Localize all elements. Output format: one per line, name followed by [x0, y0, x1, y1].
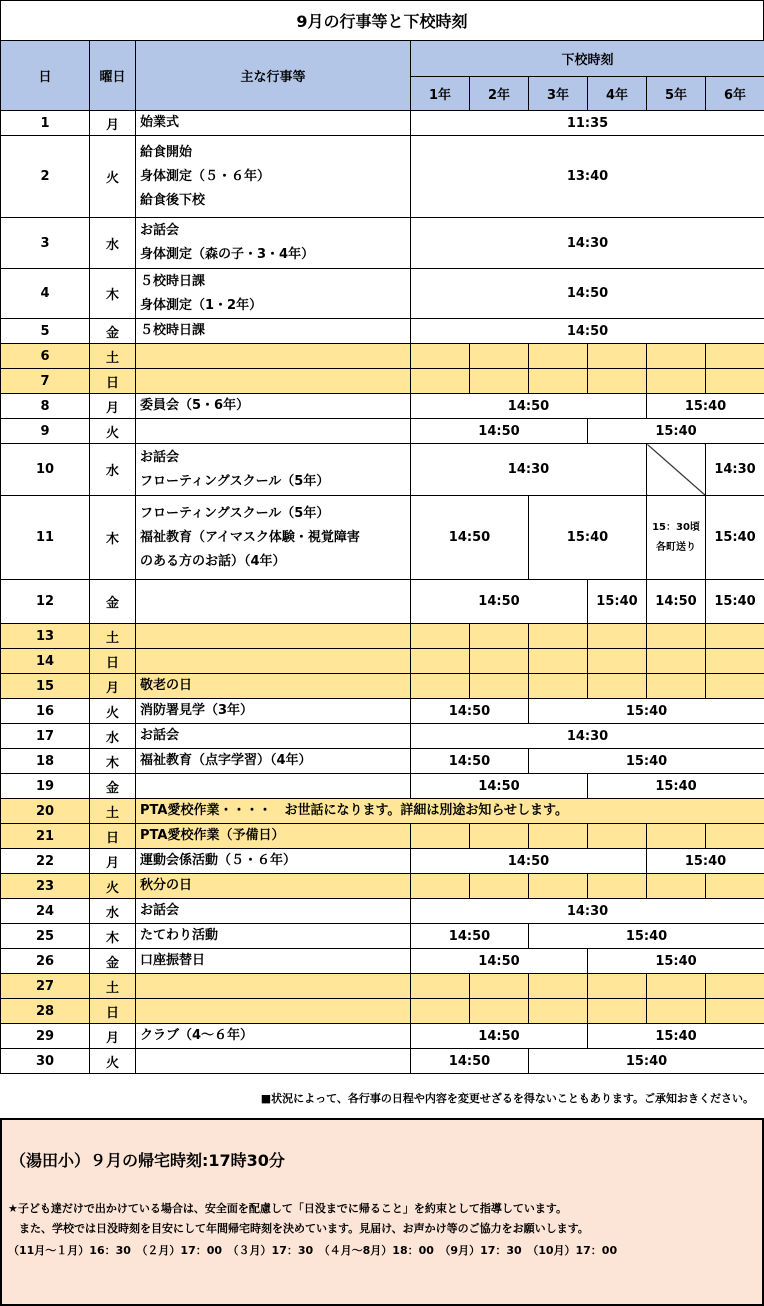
table-row — [1, 444, 764, 496]
weekday-cell: 土 — [90, 624, 136, 649]
time-cell: 14:50 — [411, 949, 588, 974]
events-cell — [136, 749, 411, 774]
time-cell — [529, 624, 588, 649]
time-cell: 15:40 — [588, 419, 764, 444]
time-cell — [470, 674, 529, 699]
time-cell: 14:50 — [411, 774, 588, 799]
header-grade: 1年 — [411, 77, 470, 111]
time-cell — [706, 674, 764, 699]
time-cell — [706, 874, 764, 899]
time-cell: 14:50 — [411, 580, 588, 624]
event-line: 消防署見学（3年） — [140, 703, 254, 718]
day-cell: 15 — [1, 674, 90, 699]
event-line: 口座振替日 — [140, 953, 206, 968]
day-cell: 4 — [1, 269, 90, 319]
day-cell: 7 — [1, 369, 90, 394]
day-cell: 19 — [1, 774, 90, 799]
table-row — [1, 949, 764, 974]
day-cell: 21 — [1, 824, 90, 849]
weekday-cell: 日 — [90, 824, 136, 849]
time-cell — [411, 999, 470, 1024]
event-line: 福祉教育（アイマスク体験・視覚障害 — [140, 529, 360, 545]
event-line: お話会 — [140, 903, 180, 918]
time-note: 15：30頃 — [652, 521, 700, 533]
day-cell: 10 — [1, 444, 90, 496]
events-cell — [136, 874, 411, 899]
time-cell — [647, 496, 706, 580]
time-cell — [706, 344, 764, 369]
weekday-cell: 月 — [90, 674, 136, 699]
events-cell — [136, 949, 411, 974]
time-cell: 14:50 — [411, 319, 764, 344]
day-cell: 13 — [1, 624, 90, 649]
table-row — [1, 136, 764, 218]
events-cell — [136, 974, 411, 999]
weekday-cell: 金 — [90, 319, 136, 344]
time-cell — [588, 999, 647, 1024]
header-grade: 3年 — [529, 77, 588, 111]
time-cell — [647, 674, 706, 699]
page-title: 9月の行事等と下校時刻 — [0, 0, 764, 40]
header-grade: 5年 — [647, 77, 706, 111]
events-cell — [136, 369, 411, 394]
table-row — [1, 344, 764, 369]
time-cell: 14:30 — [411, 218, 764, 269]
time-cell: 15:40 — [706, 580, 764, 624]
day-cell: 2 — [1, 136, 90, 218]
table-row — [1, 874, 764, 899]
time-cell — [470, 999, 529, 1024]
event-line: 給食開始 — [140, 144, 193, 160]
time-cell — [706, 999, 764, 1024]
time-cell — [529, 824, 588, 849]
table-row — [1, 1024, 764, 1049]
weekday-cell: 木 — [90, 924, 136, 949]
event-line: 福祉教育（点字学習）（4年） — [140, 753, 312, 768]
weekday-cell: 日 — [90, 649, 136, 674]
time-cell — [588, 344, 647, 369]
return-time-info — [0, 1118, 764, 1306]
events-cell — [136, 344, 411, 369]
time-cell — [411, 974, 470, 999]
events-cell — [136, 774, 411, 799]
time-cell — [706, 624, 764, 649]
events-cell — [136, 1024, 411, 1049]
events-cell — [136, 496, 411, 580]
time-cell: 14:50 — [411, 394, 647, 419]
weekday-cell: 月 — [90, 1024, 136, 1049]
weekday-cell: 日 — [90, 369, 136, 394]
day-cell: 14 — [1, 649, 90, 674]
event-line: 身体測定（５・６年） — [140, 168, 271, 184]
time-cell — [647, 874, 706, 899]
events-cell — [136, 849, 411, 874]
table-row — [1, 924, 764, 949]
weekday-cell: 月 — [90, 394, 136, 419]
time-cell — [588, 624, 647, 649]
weekday-cell: 水 — [90, 724, 136, 749]
day-cell: 22 — [1, 849, 90, 874]
weekday-cell: 水 — [90, 444, 136, 496]
time-cell — [411, 624, 470, 649]
time-cell — [411, 674, 470, 699]
time-cell — [588, 874, 647, 899]
weekday-cell: 火 — [90, 1049, 136, 1074]
table-row — [1, 749, 764, 774]
time-cell — [647, 974, 706, 999]
time-cell: 14:50 — [411, 496, 529, 580]
info-line: （11月～１月）16：30 （２月）17：00 （３月）17：30 （４月～8月）18：00 （9月）17：30 （10月）17：00 — [8, 1244, 618, 1257]
time-cell: 15:40 — [529, 699, 764, 724]
time-cell — [706, 824, 764, 849]
time-cell — [470, 874, 529, 899]
time-cell — [411, 649, 470, 674]
table-row — [1, 419, 764, 444]
events-cell — [136, 899, 411, 924]
time-cell: 14:50 — [411, 1024, 588, 1049]
time-cell: 15:40 — [647, 849, 764, 874]
events-cell — [136, 699, 411, 724]
time-cell — [588, 369, 647, 394]
day-cell: 29 — [1, 1024, 90, 1049]
event-line: ５校時日課 — [140, 273, 206, 289]
time-cell: 14:30 — [411, 899, 764, 924]
day-cell: 6 — [1, 344, 90, 369]
time-cell: 14:50 — [411, 269, 764, 319]
event-line: 運動会係活動（５・６年） — [140, 853, 297, 868]
day-cell: 30 — [1, 1049, 90, 1074]
table-row — [1, 824, 764, 849]
info-line: ★子ども達だけで出かけている場合は、安全面を配慮して「日没までに帰ること」を約束として指導しています。 — [8, 1202, 567, 1215]
day-cell: 11 — [1, 496, 90, 580]
table-row — [1, 319, 764, 344]
events-cell — [136, 799, 764, 824]
time-cell — [529, 874, 588, 899]
table-row — [1, 369, 764, 394]
schedule-body — [1, 111, 764, 1074]
weekday-cell: 土 — [90, 344, 136, 369]
table-row — [1, 899, 764, 924]
time-cell: 14:30 — [411, 724, 764, 749]
events-cell — [136, 419, 411, 444]
time-cell: 14:30 — [411, 444, 647, 496]
day-cell: 3 — [1, 218, 90, 269]
event-line: 敬老の日 — [140, 678, 193, 693]
time-cell: 14:30 — [706, 444, 764, 496]
time-cell — [588, 674, 647, 699]
day-cell: 24 — [1, 899, 90, 924]
time-cell: 13:40 — [411, 136, 764, 218]
time-cell — [647, 824, 706, 849]
info-title: （湯田小）９月の帰宅時刻:17時30分 — [10, 1151, 285, 1170]
weekday-cell: 水 — [90, 218, 136, 269]
time-cell — [647, 369, 706, 394]
time-cell — [529, 999, 588, 1024]
time-cell: 15:40 — [588, 1024, 764, 1049]
day-cell: 5 — [1, 319, 90, 344]
time-cell: 15:40 — [529, 924, 764, 949]
table-row — [1, 580, 764, 624]
header-dismissal: 下校時刻 — [411, 41, 764, 77]
weekday-cell: 月 — [90, 111, 136, 136]
events-cell — [136, 394, 411, 419]
day-cell: 25 — [1, 924, 90, 949]
day-cell: 17 — [1, 724, 90, 749]
weekday-cell: 土 — [90, 799, 136, 824]
day-cell: 8 — [1, 394, 90, 419]
table-row — [1, 269, 764, 319]
time-cell: 15:40 — [588, 774, 764, 799]
day-cell: 26 — [1, 949, 90, 974]
events-cell — [136, 924, 411, 949]
events-cell — [136, 999, 411, 1024]
day-cell: 23 — [1, 874, 90, 899]
time-cell: 14:50 — [411, 699, 529, 724]
time-cell — [411, 874, 470, 899]
day-cell: 27 — [1, 974, 90, 999]
info-line: また、学校では日没時刻を目安にして年間帰宅時刻を決めています。見届け、お声かけ等のご協力をお願いします。 — [8, 1222, 589, 1235]
table-row — [1, 974, 764, 999]
weekday-cell: 金 — [90, 949, 136, 974]
time-note: 各町送り — [656, 541, 696, 553]
header-day: 日 — [1, 41, 90, 111]
time-cell — [647, 444, 706, 496]
events-cell — [136, 1049, 411, 1074]
time-cell — [647, 624, 706, 649]
header-grade: 2年 — [470, 77, 529, 111]
event-line: 委員会（5・6年） — [140, 398, 250, 413]
event-line: 秋分の日 — [140, 878, 193, 893]
events-cell — [136, 218, 411, 269]
events-cell — [136, 649, 411, 674]
time-cell — [529, 369, 588, 394]
events-cell — [136, 136, 411, 218]
weekday-cell: 月 — [90, 849, 136, 874]
time-cell — [588, 974, 647, 999]
time-cell: 15:40 — [706, 496, 764, 580]
header-weekday: 曜日 — [90, 41, 136, 111]
day-cell: 28 — [1, 999, 90, 1024]
weekday-cell: 金 — [90, 580, 136, 624]
event-line: のある方のお話）（4年） — [140, 553, 286, 569]
day-cell: 1 — [1, 111, 90, 136]
event-line: フローティングスクール（5年） — [140, 473, 330, 489]
time-cell: 14:50 — [411, 749, 529, 774]
time-cell — [411, 824, 470, 849]
events-cell — [136, 624, 411, 649]
event-line: フローティングスクール（5年） — [140, 505, 330, 521]
event-line: お話会 — [140, 223, 180, 238]
events-cell — [136, 319, 411, 344]
table-row — [1, 699, 764, 724]
header-grade: 6年 — [706, 77, 764, 111]
weekday-cell: 木 — [90, 749, 136, 774]
table-row — [1, 774, 764, 799]
table-row — [1, 999, 764, 1024]
time-cell — [470, 344, 529, 369]
table-row — [1, 218, 764, 269]
events-cell — [136, 269, 411, 319]
time-cell — [588, 824, 647, 849]
events-cell — [136, 444, 411, 496]
table-row — [1, 496, 764, 580]
event-line: お話会 — [140, 728, 180, 743]
time-cell — [588, 649, 647, 674]
events-cell — [136, 674, 411, 699]
event-line: 始業式 — [140, 115, 180, 130]
notice-text: ■状況によって、各行事の日程や内容を変更せざるを得ないこともあります。ご承知おきください。 — [260, 1092, 754, 1105]
time-cell — [647, 344, 706, 369]
events-cell — [136, 724, 411, 749]
table-row — [1, 649, 764, 674]
weekday-cell: 火 — [90, 136, 136, 218]
time-cell — [470, 824, 529, 849]
time-cell — [647, 999, 706, 1024]
event-line: たてわり活動 — [140, 928, 219, 943]
time-cell — [529, 649, 588, 674]
events-cell — [136, 580, 411, 624]
day-cell: 9 — [1, 419, 90, 444]
time-cell: 15:40 — [588, 949, 764, 974]
time-cell — [470, 974, 529, 999]
table-row — [1, 724, 764, 749]
time-cell — [470, 369, 529, 394]
schedule-table — [0, 40, 764, 1074]
event-line: PTA愛校作業（予備日） — [140, 828, 285, 843]
time-cell: 15:40 — [588, 580, 647, 624]
time-cell: 14:50 — [411, 924, 529, 949]
time-cell — [411, 369, 470, 394]
weekday-cell: 木 — [90, 496, 136, 580]
event-line: 身体測定（1・2年） — [140, 297, 263, 313]
table-row — [1, 624, 764, 649]
time-cell: 14:50 — [647, 580, 706, 624]
weekday-cell: 火 — [90, 874, 136, 899]
weekday-cell: 水 — [90, 899, 136, 924]
table-row — [1, 1049, 764, 1074]
event-line: お話会 — [140, 449, 180, 465]
event-line: ５校時日課 — [140, 323, 206, 338]
time-cell — [470, 624, 529, 649]
weekday-cell: 日 — [90, 999, 136, 1024]
events-cell — [136, 111, 411, 136]
event-line: 身体測定（森の子・3・4年） — [140, 247, 315, 262]
table-row — [1, 849, 764, 874]
header-grade: 4年 — [588, 77, 647, 111]
time-cell — [529, 674, 588, 699]
time-cell — [706, 649, 764, 674]
time-cell: 15:40 — [529, 749, 764, 774]
time-cell: 15:40 — [529, 1049, 764, 1074]
time-cell: 15:40 — [647, 394, 764, 419]
time-cell — [529, 344, 588, 369]
day-cell: 12 — [1, 580, 90, 624]
time-cell: 15:40 — [529, 496, 647, 580]
events-cell — [136, 824, 411, 849]
weekday-cell: 火 — [90, 419, 136, 444]
event-line: クラブ（4～６年） — [140, 1028, 254, 1043]
time-cell: 14:50 — [411, 849, 647, 874]
header-events: 主な行事等 — [136, 41, 411, 111]
day-cell: 18 — [1, 749, 90, 774]
table-row — [1, 111, 764, 136]
weekday-cell: 木 — [90, 269, 136, 319]
time-cell — [647, 649, 706, 674]
time-cell — [706, 369, 764, 394]
table-row — [1, 674, 764, 699]
time-cell — [411, 344, 470, 369]
event-line: 給食後下校 — [140, 192, 206, 208]
time-cell — [529, 974, 588, 999]
weekday-cell: 土 — [90, 974, 136, 999]
table-row — [1, 394, 764, 419]
time-cell: 11:35 — [411, 111, 764, 136]
event-line: PTA愛校作業・・・・ お世話になります。詳細は別途お知らせします。 — [140, 803, 568, 818]
table-row — [1, 799, 764, 824]
day-cell: 16 — [1, 699, 90, 724]
day-cell: 20 — [1, 799, 90, 824]
time-cell — [470, 649, 529, 674]
time-cell: 14:50 — [411, 1049, 529, 1074]
time-cell: 14:50 — [411, 419, 588, 444]
weekday-cell: 金 — [90, 774, 136, 799]
weekday-cell: 火 — [90, 699, 136, 724]
time-cell — [706, 974, 764, 999]
